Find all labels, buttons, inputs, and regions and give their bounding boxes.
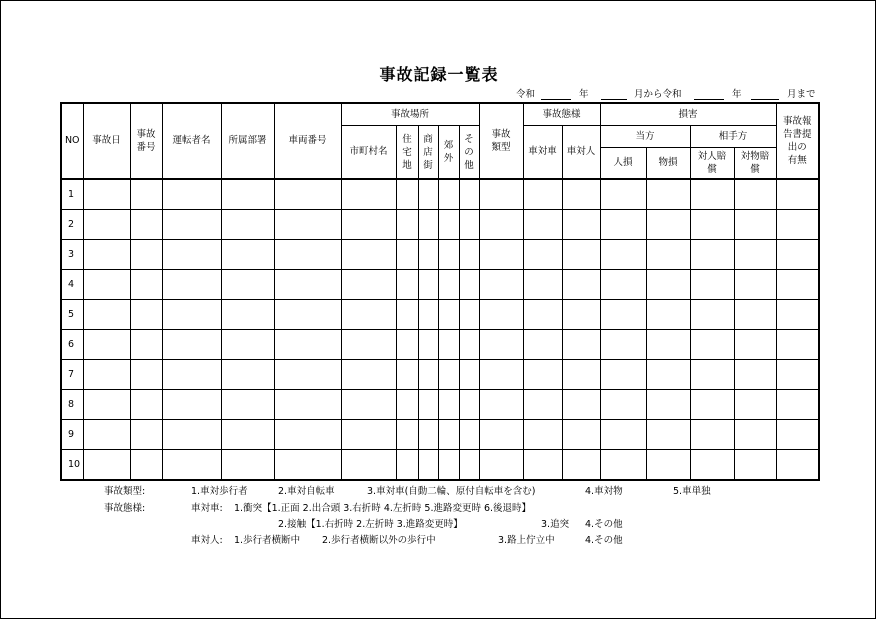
cell-comp-property[interactable] <box>734 210 776 240</box>
cell-comp-person[interactable] <box>690 390 734 420</box>
cell-driver[interactable] <box>162 270 221 300</box>
table-row <box>61 390 819 420</box>
cell-property[interactable] <box>646 360 690 390</box>
cell-report[interactable] <box>776 270 819 300</box>
cell-vs-car[interactable] <box>523 240 562 270</box>
cell-date[interactable] <box>83 240 130 270</box>
document-title: 事故記録一覧表 <box>379 65 499 84</box>
cell-vs-person[interactable] <box>562 270 600 300</box>
cell-vehicle[interactable] <box>274 420 341 450</box>
header-mode: 事故態様 <box>523 103 600 126</box>
row-number: 7 <box>61 360 83 390</box>
cell-vs-person[interactable] <box>562 300 600 330</box>
cell-comp-property[interactable] <box>734 240 776 270</box>
cell-vs-person[interactable] <box>562 390 600 420</box>
cell-vehicle[interactable] <box>274 240 341 270</box>
cell-injury[interactable] <box>600 390 646 420</box>
legend-person-item-3: 3.路上佇立中 <box>498 535 555 546</box>
row-number: 9 <box>61 420 83 450</box>
table-row <box>61 300 819 330</box>
cell-report[interactable] <box>776 240 819 270</box>
cell-suburb[interactable] <box>438 390 459 420</box>
header-ours: 当方 <box>600 126 690 148</box>
cell-date[interactable] <box>83 270 130 300</box>
cell-driver[interactable] <box>162 300 221 330</box>
cell-dept[interactable] <box>221 360 274 390</box>
cell-property[interactable] <box>646 240 690 270</box>
row-number: 2 <box>61 210 83 240</box>
cell-date[interactable] <box>83 300 130 330</box>
cell-vs-car[interactable] <box>523 300 562 330</box>
cell-report[interactable] <box>776 179 819 210</box>
header-number: 事故 番号 <box>130 103 162 179</box>
legend-person-item-2: 2.歩行者横断以外の歩行中 <box>322 535 436 546</box>
cell-number[interactable] <box>130 240 162 270</box>
period-month-to-label: 月まで <box>787 89 816 100</box>
header-suburb: 郊 外 <box>438 126 459 180</box>
legend-mode-label: 事故態様: <box>104 503 146 514</box>
cell-city[interactable] <box>341 450 396 481</box>
cell-comp-person[interactable] <box>690 179 734 210</box>
legend-type-item-5: 5.車単独 <box>673 486 711 497</box>
header-other: そ の 他 <box>459 126 479 180</box>
cell-property[interactable] <box>646 330 690 360</box>
cell-number[interactable] <box>130 179 162 210</box>
legend-type-item-3: 3.車対車(自動二輪、原付自転車を含む) <box>367 486 536 497</box>
cell-suburb[interactable] <box>438 210 459 240</box>
cell-other[interactable] <box>459 420 479 450</box>
cell-vs-person[interactable] <box>562 450 600 481</box>
cell-city[interactable] <box>341 270 396 300</box>
cell-other[interactable] <box>459 450 479 481</box>
cell-commercial[interactable] <box>418 390 438 420</box>
cell-vehicle[interactable] <box>274 210 341 240</box>
cell-city[interactable] <box>341 179 396 210</box>
cell-suburb[interactable] <box>438 300 459 330</box>
cell-comp-person[interactable] <box>690 210 734 240</box>
row-number: 8 <box>61 390 83 420</box>
cell-suburb[interactable] <box>438 360 459 390</box>
cell-vehicle[interactable] <box>274 179 341 210</box>
cell-comp-property[interactable] <box>734 270 776 300</box>
cell-injury[interactable] <box>600 330 646 360</box>
cell-commercial[interactable] <box>418 330 438 360</box>
header-vs-person: 車対人 <box>562 126 600 180</box>
cell-commercial[interactable] <box>418 210 438 240</box>
cell-residential[interactable] <box>396 210 418 240</box>
cell-dept[interactable] <box>221 179 274 210</box>
cell-report[interactable] <box>776 300 819 330</box>
period-month1-blank[interactable] <box>601 99 627 100</box>
cell-vs-person[interactable] <box>562 360 600 390</box>
cell-dept[interactable] <box>221 240 274 270</box>
cell-type[interactable] <box>479 450 523 481</box>
cell-vs-car[interactable] <box>523 390 562 420</box>
cell-other[interactable] <box>459 300 479 330</box>
cell-comp-person[interactable] <box>690 360 734 390</box>
cell-commercial[interactable] <box>418 450 438 481</box>
cell-vehicle[interactable] <box>274 330 341 360</box>
cell-number[interactable] <box>130 450 162 481</box>
cell-comp-person[interactable] <box>690 240 734 270</box>
cell-report[interactable] <box>776 450 819 481</box>
cell-vs-person[interactable] <box>562 420 600 450</box>
cell-vs-person[interactable] <box>562 179 600 210</box>
cell-city[interactable] <box>341 300 396 330</box>
header-comp-property: 対物賠 償 <box>734 148 776 180</box>
cell-property[interactable] <box>646 390 690 420</box>
cell-property[interactable] <box>646 270 690 300</box>
legend-type-item-1: 1.車対歩行者 <box>191 486 248 497</box>
cell-driver[interactable] <box>162 330 221 360</box>
cell-property[interactable] <box>646 210 690 240</box>
header-place: 事故場所 <box>341 103 479 126</box>
legend-car-line-2c: 4.その他 <box>585 519 623 530</box>
cell-residential[interactable] <box>396 390 418 420</box>
row-number: 4 <box>61 270 83 300</box>
table-row <box>61 330 819 360</box>
cell-injury[interactable] <box>600 179 646 210</box>
header-comp-person: 対人賠 償 <box>690 148 734 180</box>
cell-commercial[interactable] <box>418 240 438 270</box>
header-vehicle: 車両番号 <box>274 103 341 179</box>
cell-comp-property[interactable] <box>734 390 776 420</box>
cell-comp-person[interactable] <box>690 330 734 360</box>
cell-comp-property[interactable] <box>734 450 776 481</box>
cell-dept[interactable] <box>221 210 274 240</box>
header-city: 市町村名 <box>341 126 396 180</box>
header-no: NO <box>61 103 83 179</box>
cell-other[interactable] <box>459 240 479 270</box>
legend-type-item-2: 2.車対自転車 <box>278 486 335 497</box>
cell-date[interactable] <box>83 330 130 360</box>
row-number: 3 <box>61 240 83 270</box>
cell-injury[interactable] <box>600 300 646 330</box>
cell-vs-car[interactable] <box>523 179 562 210</box>
cell-city[interactable] <box>341 240 396 270</box>
cell-comp-person[interactable] <box>690 270 734 300</box>
cell-suburb[interactable] <box>438 420 459 450</box>
cell-comp-property[interactable] <box>734 300 776 330</box>
cell-commercial[interactable] <box>418 420 438 450</box>
cell-vs-car[interactable] <box>523 270 562 300</box>
period-year2-label: 年 <box>732 89 742 100</box>
legend-car-line-1: 1.衝突【1.正面 2.出合頭 3.右折時 4.左折時 5.進路変更時 6.後退時】 <box>234 503 532 514</box>
cell-type[interactable] <box>479 390 523 420</box>
cell-dept[interactable] <box>221 270 274 300</box>
cell-residential[interactable] <box>396 330 418 360</box>
cell-vs-car[interactable] <box>523 450 562 481</box>
cell-number[interactable] <box>130 360 162 390</box>
table-row <box>61 360 819 390</box>
cell-driver[interactable] <box>162 420 221 450</box>
period-reiwa-label: 令和 <box>516 89 536 100</box>
cell-other[interactable] <box>459 330 479 360</box>
cell-city[interactable] <box>341 330 396 360</box>
cell-residential[interactable] <box>396 179 418 210</box>
row-number: 6 <box>61 330 83 360</box>
cell-comp-person[interactable] <box>690 420 734 450</box>
header-dept: 所属部署 <box>221 103 274 179</box>
cell-vs-car[interactable] <box>523 360 562 390</box>
table-row <box>61 210 819 240</box>
period-year1-blank[interactable] <box>541 99 571 100</box>
cell-commercial[interactable] <box>418 179 438 210</box>
accident-record-table <box>60 102 820 481</box>
table-row <box>61 179 819 210</box>
legend-person-item-1: 1.歩行者横断中 <box>234 535 301 546</box>
cell-suburb[interactable] <box>438 240 459 270</box>
cell-number[interactable] <box>130 210 162 240</box>
header-driver: 運転者名 <box>162 103 221 179</box>
cell-commercial[interactable] <box>418 300 438 330</box>
cell-city[interactable] <box>341 360 396 390</box>
header-injury: 人損 <box>600 148 646 180</box>
cell-driver[interactable] <box>162 210 221 240</box>
cell-report[interactable] <box>776 210 819 240</box>
cell-driver[interactable] <box>162 360 221 390</box>
cell-residential[interactable] <box>396 300 418 330</box>
cell-type[interactable] <box>479 179 523 210</box>
cell-type[interactable] <box>479 360 523 390</box>
cell-date[interactable] <box>83 179 130 210</box>
cell-driver[interactable] <box>162 240 221 270</box>
cell-vehicle[interactable] <box>274 450 341 481</box>
legend-type-label: 事故類型: <box>104 486 146 497</box>
cell-other[interactable] <box>459 179 479 210</box>
header-type: 事故 類型 <box>479 103 523 179</box>
cell-type[interactable] <box>479 270 523 300</box>
header-property: 物損 <box>646 148 690 180</box>
period-year2-blank[interactable] <box>694 99 724 100</box>
cell-property[interactable] <box>646 450 690 481</box>
cell-comp-property[interactable] <box>734 420 776 450</box>
cell-commercial[interactable] <box>418 270 438 300</box>
cell-vs-person[interactable] <box>562 210 600 240</box>
cell-vehicle[interactable] <box>274 360 341 390</box>
header-damage: 損害 <box>600 103 776 126</box>
header-report: 事故報 告書提 出の 有無 <box>776 103 819 179</box>
cell-report[interactable] <box>776 420 819 450</box>
table-row <box>61 450 819 481</box>
cell-report[interactable] <box>776 360 819 390</box>
cell-vs-car[interactable] <box>523 420 562 450</box>
cell-residential[interactable] <box>396 420 418 450</box>
cell-number[interactable] <box>130 330 162 360</box>
period-month-from-label: 月から令和 <box>634 89 682 100</box>
header-theirs: 相手方 <box>690 126 776 148</box>
cell-number[interactable] <box>130 270 162 300</box>
cell-type[interactable] <box>479 240 523 270</box>
cell-suburb[interactable] <box>438 179 459 210</box>
cell-other[interactable] <box>459 390 479 420</box>
cell-vehicle[interactable] <box>274 390 341 420</box>
cell-report[interactable] <box>776 330 819 360</box>
legend-car-line-2: 2.接触【1.右折時 2.左折時 3.進路変更時】 <box>278 519 463 530</box>
cell-vehicle[interactable] <box>274 270 341 300</box>
cell-vs-car[interactable] <box>523 210 562 240</box>
cell-suburb[interactable] <box>438 450 459 481</box>
cell-vs-person[interactable] <box>562 330 600 360</box>
cell-vehicle[interactable] <box>274 300 341 330</box>
cell-city[interactable] <box>341 210 396 240</box>
cell-number[interactable] <box>130 300 162 330</box>
cell-driver[interactable] <box>162 179 221 210</box>
cell-date[interactable] <box>83 210 130 240</box>
row-number: 1 <box>61 179 83 210</box>
cell-suburb[interactable] <box>438 330 459 360</box>
cell-city[interactable] <box>341 390 396 420</box>
period-year1-label: 年 <box>579 89 589 100</box>
cell-date[interactable] <box>83 420 130 450</box>
cell-injury[interactable] <box>600 210 646 240</box>
cell-dept[interactable] <box>221 390 274 420</box>
cell-dept[interactable] <box>221 300 274 330</box>
cell-injury[interactable] <box>600 270 646 300</box>
cell-residential[interactable] <box>396 270 418 300</box>
cell-city[interactable] <box>341 420 396 450</box>
cell-other[interactable] <box>459 360 479 390</box>
table-row <box>61 270 819 300</box>
cell-date[interactable] <box>83 390 130 420</box>
cell-number[interactable] <box>130 420 162 450</box>
cell-driver[interactable] <box>162 390 221 420</box>
cell-residential[interactable] <box>396 240 418 270</box>
period-month2-blank[interactable] <box>751 99 779 100</box>
header-vs-car: 車対車 <box>523 126 562 180</box>
legend-person-label: 車対人: <box>191 535 223 546</box>
cell-residential[interactable] <box>396 360 418 390</box>
cell-dept[interactable] <box>221 420 274 450</box>
cell-other[interactable] <box>459 270 479 300</box>
cell-comp-property[interactable] <box>734 179 776 210</box>
header-date: 事故日 <box>83 103 130 179</box>
table-row <box>61 240 819 270</box>
legend-car-line-2b: 3.追突 <box>541 519 570 530</box>
legend-person-item-4: 4.その他 <box>585 535 623 546</box>
cell-property[interactable] <box>646 179 690 210</box>
cell-comp-property[interactable] <box>734 330 776 360</box>
row-number: 10 <box>61 450 83 481</box>
cell-driver[interactable] <box>162 450 221 481</box>
cell-date[interactable] <box>83 360 130 390</box>
table-row <box>61 420 819 450</box>
cell-suburb[interactable] <box>438 270 459 300</box>
cell-injury[interactable] <box>600 240 646 270</box>
cell-type[interactable] <box>479 300 523 330</box>
cell-type[interactable] <box>479 420 523 450</box>
cell-injury[interactable] <box>600 450 646 481</box>
row-number: 5 <box>61 300 83 330</box>
cell-comp-property[interactable] <box>734 360 776 390</box>
cell-comp-person[interactable] <box>690 450 734 481</box>
legend-type-item-4: 4.車対物 <box>585 486 623 497</box>
cell-property[interactable] <box>646 420 690 450</box>
cell-other[interactable] <box>459 210 479 240</box>
cell-comp-person[interactable] <box>690 300 734 330</box>
cell-vs-car[interactable] <box>523 330 562 360</box>
cell-commercial[interactable] <box>418 360 438 390</box>
cell-residential[interactable] <box>396 450 418 481</box>
cell-type[interactable] <box>479 330 523 360</box>
cell-dept[interactable] <box>221 330 274 360</box>
cell-dept[interactable] <box>221 450 274 481</box>
cell-report[interactable] <box>776 390 819 420</box>
legend-car-label: 車対車: <box>191 503 223 514</box>
header-residential: 住 宅 地 <box>396 126 418 180</box>
cell-injury[interactable] <box>600 420 646 450</box>
cell-date[interactable] <box>83 450 130 481</box>
cell-injury[interactable] <box>600 360 646 390</box>
cell-property[interactable] <box>646 300 690 330</box>
header-commercial: 商 店 街 <box>418 126 438 180</box>
cell-type[interactable] <box>479 210 523 240</box>
cell-number[interactable] <box>130 390 162 420</box>
cell-vs-person[interactable] <box>562 240 600 270</box>
